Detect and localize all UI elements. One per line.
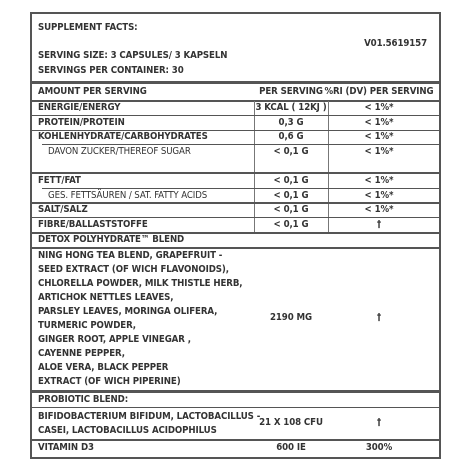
probiotic-ingredient-line: CASEI, LACTOBACILLUS ACIDOPHILUS <box>38 425 217 436</box>
row-name: FIBRE/BALLASTSTOFFE <box>38 219 148 230</box>
row-name: FETT/FAT <box>38 175 81 186</box>
divider-header <box>32 81 439 84</box>
row-ri: < 1%* <box>364 117 394 128</box>
row-name: PROTEIN/PROTEIN <box>38 117 125 128</box>
row-divider <box>32 115 439 116</box>
row-amount: 0,3 G <box>278 117 304 128</box>
column-header-per-serving: PER SERVING <box>259 86 323 97</box>
detox-ri: † <box>376 312 382 323</box>
row-name: GES. FETTSÄUREN / SAT. FATTY ACIDS <box>48 190 208 201</box>
row-ri: < 1%* <box>364 131 394 142</box>
row-name: KOHLENHYDRATE/CARBOHYDRATES <box>38 131 208 142</box>
row-amount: < 0,1 G <box>273 146 309 157</box>
row-ri: < 1%* <box>364 204 394 215</box>
row-ri: < 1%* <box>364 102 394 113</box>
row-ri: † <box>376 219 382 230</box>
vitamin-name: VITAMIN D3 <box>38 442 94 453</box>
detox-ingredient-line: SEED EXTRACT (OF WICH FLAVONOIDS), <box>38 264 229 275</box>
row-ri: < 1%* <box>364 190 394 201</box>
panel-title: SUPPLEMENT FACTS: <box>38 22 138 33</box>
detox-ingredient-line: ARTICHOK NETTLES LEAVES, <box>38 292 174 303</box>
probiotic-ingredient-line: BIFIDOBACTERIUM BIFIDUM, LACTOBACILLUS - <box>38 411 261 422</box>
probiotic-heading: PROBIOTIC BLEND: <box>38 394 129 405</box>
row-amount: < 0,1 G <box>273 190 309 201</box>
row-divider <box>42 188 439 189</box>
row-ri: < 1%* <box>364 175 394 186</box>
row-divider <box>32 407 439 408</box>
detox-ingredient-line: EXTRACT (OF WICH PIPERINE) <box>38 376 181 387</box>
vitamin-ri: 300% <box>365 442 393 453</box>
section-divider <box>32 390 439 393</box>
row-amount: 0,6 G <box>278 131 304 142</box>
detox-ingredient-line: ALOE VERA, BLACK PEPPER <box>38 362 169 373</box>
detox-heading: DETOX POLYHYDRATE™ BLEND <box>38 234 185 245</box>
row-amount: < 0,1 G <box>273 219 309 230</box>
section-divider <box>32 247 439 249</box>
product-code: V01.5619157 <box>364 38 427 49</box>
detox-ingredient-line: GINGER ROOT, APPLE VINEGAR , <box>38 334 191 345</box>
probiotic-ri: † <box>376 417 382 428</box>
section-divider <box>32 439 439 441</box>
row-amount: < 0,1 G <box>273 204 309 215</box>
row-ri: < 1%* <box>364 146 394 157</box>
section-divider <box>32 172 439 174</box>
probiotic-amount: 21 X 108 CFU <box>259 417 323 428</box>
servings-per-container: SERVINGS PER CONTAINER: 30 <box>38 65 184 76</box>
row-amount: 3 KCAL ( 12KJ ) <box>255 102 327 113</box>
detox-ingredient-line: TURMERIC POWDER, <box>38 320 136 331</box>
row-divider <box>42 144 439 145</box>
vitamin-amount: 600 IE <box>276 442 306 453</box>
detox-ingredient-line: CAYENNE PEPPER, <box>38 348 125 359</box>
column-header-ri: %RI (DV) PER SERVING <box>324 86 434 97</box>
detox-ingredient-line: PARSLEY LEAVES, MORINGA OLIFERA, <box>38 306 218 317</box>
row-name: ENERGIE/ENERGY <box>38 102 121 113</box>
supplement-facts-panel <box>30 12 441 459</box>
serving-size: SERVING SIZE: 3 CAPSULES/ 3 KAPSELN <box>38 50 228 61</box>
row-name: SALT/SALZ <box>38 204 88 215</box>
row-name: DAVON ZUCKER/THEREOF SUGAR <box>48 146 191 157</box>
column-header-amount: AMOUNT PER SERVING <box>38 86 147 97</box>
detox-amount: 2190 MG <box>270 312 312 323</box>
row-amount: < 0,1 G <box>273 175 309 186</box>
row-divider <box>32 217 439 218</box>
detox-ingredient-line: NING HONG TEA BLEND, GRAPEFRUIT - <box>38 250 223 261</box>
detox-ingredient-line: CHLORELLA POWDER, MILK THISTLE HERB, <box>38 278 243 289</box>
